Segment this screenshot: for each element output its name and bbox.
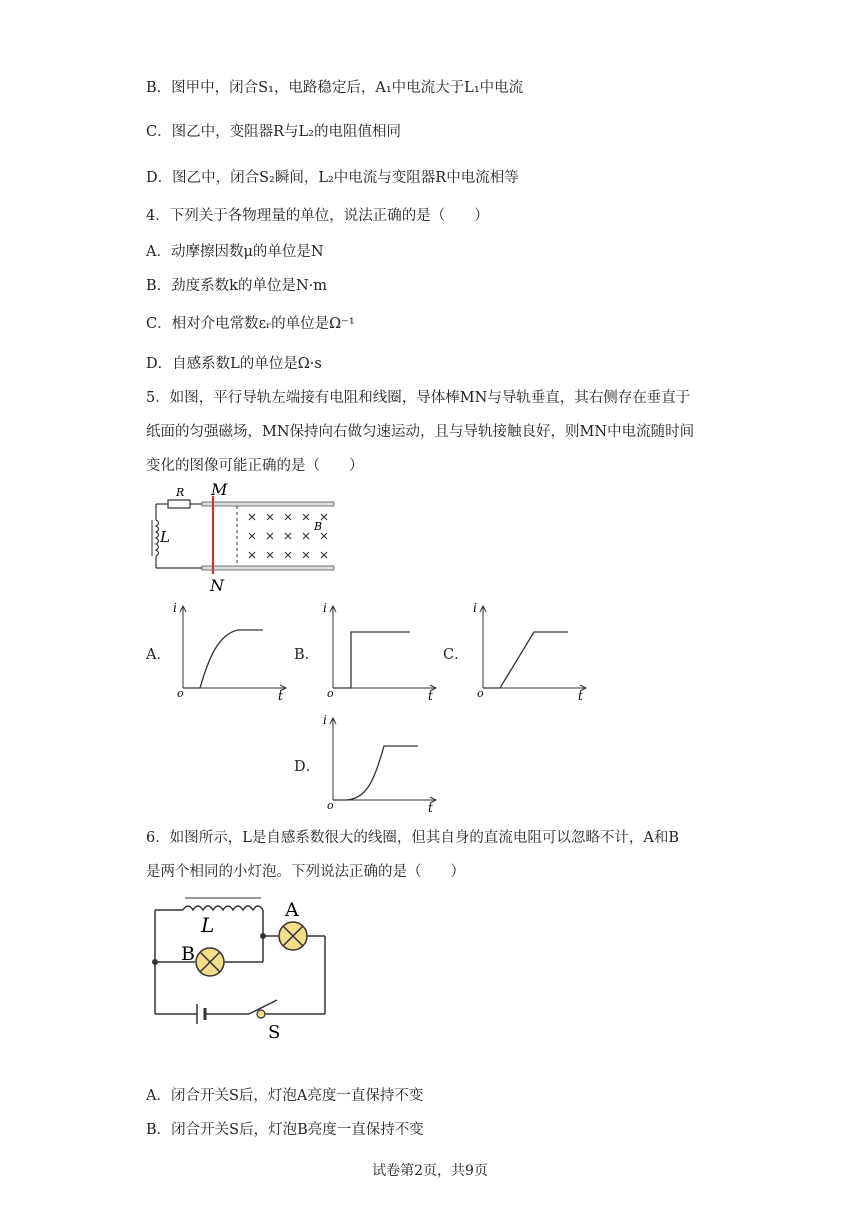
- q4-option-b: B．劲度系数k的单位是N·m: [146, 278, 327, 294]
- svg-text:t: t: [428, 801, 433, 812]
- svg-text:i: i: [323, 601, 327, 615]
- q3-option-c: C．图乙中，变阻器R与L₂的电阻值相同: [146, 124, 401, 140]
- q6-stem-line1: 6．如图所示，L是自感系数很大的线圈，但其自身的直流电阻可以忽略不计，A和B: [146, 830, 679, 846]
- q5-option-c-label: C．: [443, 647, 469, 663]
- q5-graph-b: [318, 600, 443, 700]
- svg-text:t: t: [278, 689, 283, 700]
- q5-stem-line2: 纸面的匀强磁场，MN保持向右做匀速运动，且与导轨接触良好，则MN中电流随时间: [146, 424, 695, 440]
- label-l: L: [201, 913, 215, 937]
- q4-option-c: C．相对介电常数εᵣ的单位是Ω⁻¹: [146, 316, 355, 332]
- svg-text:i: i: [173, 601, 177, 615]
- svg-text:o: o: [177, 687, 184, 700]
- svg-text:o: o: [477, 687, 484, 700]
- q5-graph-c: [468, 600, 593, 700]
- q6-option-a: A．闭合开关S后，灯泡A亮度一直保持不变: [146, 1088, 424, 1104]
- label-r: R: [176, 486, 185, 499]
- svg-text:t: t: [578, 689, 583, 700]
- q5-rail-circuit-diagram: [140, 480, 350, 595]
- svg-text:o: o: [327, 687, 334, 700]
- inductor-coil-icon: [183, 906, 263, 910]
- q5-option-a-label: A．: [146, 647, 171, 663]
- q6-stem-line2: 是两个相同的小灯泡。下列说法正确的是（ ）: [146, 864, 465, 880]
- label-n: N: [210, 576, 224, 595]
- resistor-icon: [168, 500, 190, 508]
- q5-graph-a: [168, 600, 293, 700]
- svg-text:i: i: [473, 601, 477, 615]
- svg-text:i: i: [323, 713, 327, 727]
- label-b: B: [314, 520, 323, 533]
- q4-stem: 4．下列关于各物理量的单位，说法正确的是（ ）: [146, 208, 489, 224]
- label-a: A: [285, 899, 299, 921]
- q6-circuit-diagram: [145, 892, 345, 1042]
- label-b: B: [181, 943, 195, 965]
- q4-option-a: A．动摩擦因数μ的单位是N: [146, 244, 324, 260]
- inductor-coil-icon: [156, 520, 159, 556]
- q3-option-b: B．图甲中，闭合S₁，电路稳定后，A₁中电流大于L₁中电流: [146, 80, 524, 96]
- q4-option-d: D．自感系数L的单位是Ω·s: [146, 356, 322, 372]
- q5-option-d-label: D．: [294, 759, 321, 775]
- q5-stem-line1: 5．如图，平行导轨左端接有电阻和线圈，导体棒MN与导轨垂直，其右侧存在垂直于: [146, 390, 691, 406]
- q5-graph-d: [318, 712, 443, 812]
- q3-option-d: D．图乙中，闭合S₂瞬间，L₂中电流与变阻器R中电流相等: [146, 170, 519, 186]
- q6-option-b: B．闭合开关S后，灯泡B亮度一直保持不变: [146, 1122, 424, 1138]
- svg-text:o: o: [327, 799, 334, 812]
- label-m: M: [211, 480, 228, 499]
- switch-icon: [257, 1010, 265, 1018]
- label-l: L: [160, 528, 170, 546]
- q5-option-b-label: B．: [294, 647, 320, 663]
- page-footer: 试卷第2页，共9页: [372, 1163, 488, 1179]
- q5-stem-line3: 变化的图像可能正确的是（ ）: [146, 458, 364, 474]
- label-s: S: [268, 1022, 281, 1042]
- svg-text:t: t: [428, 689, 433, 700]
